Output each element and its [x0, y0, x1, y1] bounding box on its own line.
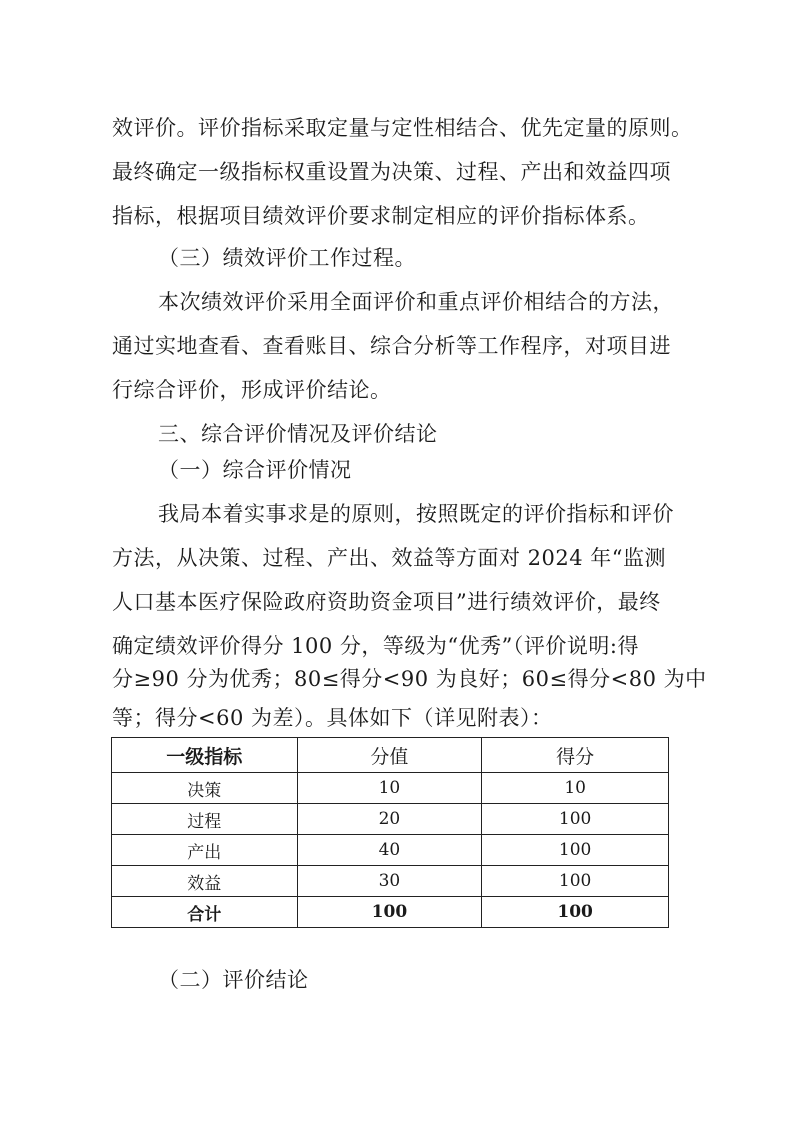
cell-indicator: 决策: [112, 773, 298, 804]
paragraph-line: 等；得分<60 为差）。具体如下（详见附表）：: [112, 706, 553, 730]
cell-score: 10: [482, 773, 669, 804]
cell-total-label: 合计: [112, 897, 298, 928]
section-heading: 三、综合评价情况及评价结论: [158, 422, 438, 446]
cell-indicator: 产出: [112, 835, 298, 866]
table-row: [112, 866, 669, 897]
paragraph-line: 人口基本医疗保险政府资助资金项目”进行绩效评价，最终: [112, 590, 661, 614]
cell-weight: 20: [297, 804, 482, 835]
paragraph-line: 分≥90 分为优秀；80≤得分<90 为良好；60≤得分<80 为中: [112, 667, 707, 691]
paragraph-line: 我局本着实事求是的原则，按照既定的评价指标和评价: [158, 502, 674, 526]
header-score: 得分: [482, 738, 669, 773]
paragraph-line: 最终确定一级指标权重设置为决策、过程、产出和效益四项: [112, 160, 671, 184]
table-row: [112, 804, 669, 835]
cell-score: 100: [482, 835, 669, 866]
subsection-heading: （二）评价结论: [158, 968, 309, 992]
cell-weight: 30: [297, 866, 482, 897]
table-row: [112, 773, 669, 804]
paragraph-line: 本次绩效评价采用全面评价和重点评价相结合的方法，: [158, 290, 674, 314]
paragraph-line: 通过实地查看、查看账目、综合分析等工作程序，对项目进: [112, 334, 671, 358]
table-total-row: [112, 897, 669, 928]
cell-indicator: 效益: [112, 866, 298, 897]
subsection-heading: （一）综合评价情况: [158, 458, 352, 482]
paragraph-line: 行综合评价，形成评价结论。: [112, 378, 392, 402]
header-indicator: 一级指标: [112, 738, 298, 773]
section-heading: （三）绩效评价工作过程。: [158, 246, 416, 270]
cell-total-weight: 100: [297, 897, 482, 928]
paragraph-line: 效评价。评价指标采取定量与定性相结合、优先定量的原则。: [112, 116, 693, 140]
cell-score: 100: [482, 866, 669, 897]
paragraph-line: 指标，根据项目绩效评价要求制定相应的评价指标体系。: [112, 204, 650, 228]
paragraph-line: 方法，从决策、过程、产出、效益等方面对 2024 年“监测: [112, 546, 667, 570]
table-row: [112, 835, 669, 866]
cell-weight: 40: [297, 835, 482, 866]
paragraph-line: 确定绩效评价得分 100 分，等级为“优秀”（评价说明:得: [112, 634, 639, 658]
header-weight: 分值: [297, 738, 482, 773]
score-table: [111, 737, 669, 928]
cell-indicator: 过程: [112, 804, 298, 835]
table-header-row: [112, 738, 669, 773]
cell-weight: 10: [297, 773, 482, 804]
cell-total-score: 100: [482, 897, 669, 928]
cell-score: 100: [482, 804, 669, 835]
